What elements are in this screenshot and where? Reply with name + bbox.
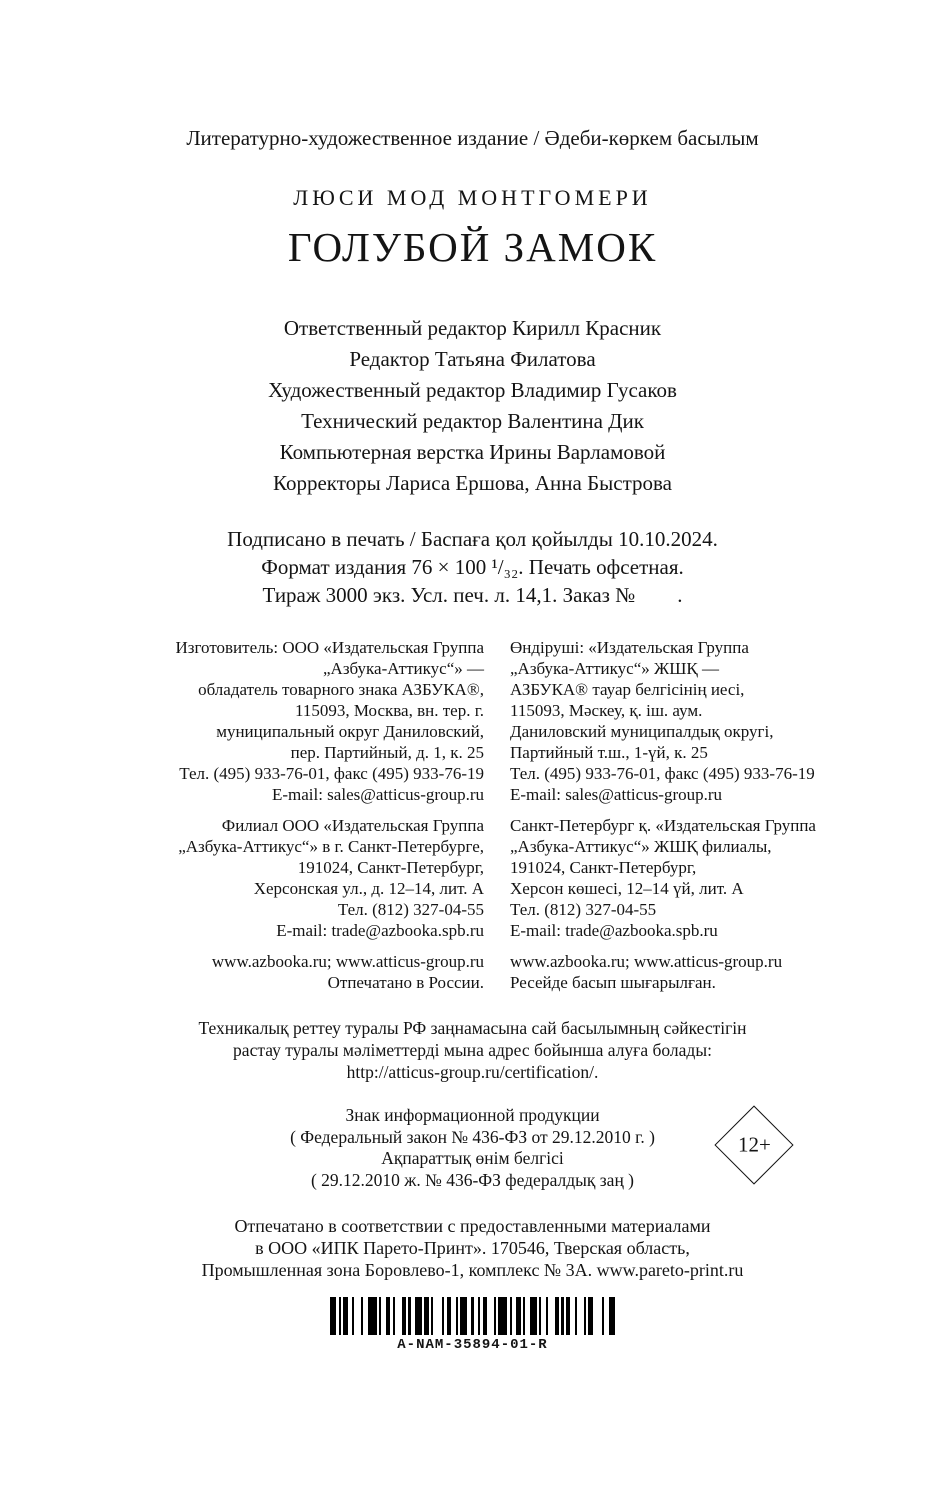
printer-info-line: в ООО «ИПК Парето-Принт». 170546, Тверская область,	[255, 1238, 690, 1258]
info-sign-line: Ақпараттық өнім белгісі	[381, 1148, 564, 1168]
address-line: пер. Партийный, д. 1, к. 25	[290, 743, 484, 762]
staff-line: Корректоры Лариса Ершова, Анна Быстрова	[273, 471, 672, 495]
printer-info-line: Промышленная зона Боровлево-1, комплекс № 3А. www.pareto-print.ru	[201, 1260, 744, 1280]
branch-left-column	[159, 815, 484, 941]
address-line: АЗБУКА® тауар белгісінің иесі,	[510, 680, 745, 699]
barcode	[330, 1297, 616, 1335]
address-line: „Азбука-Аттикус“» ЖШҚ —	[510, 659, 719, 678]
print-info-line: Подписано в печать / Баспаға қол қойылды 10.10.2024.	[227, 527, 718, 551]
website-left-column	[159, 951, 484, 993]
author-name: ЛЮСИ МОД МОНТГОМЕРИ	[293, 185, 652, 210]
address-line: обладатель товарного знака АЗБУКА®,	[198, 680, 484, 699]
branch-columns	[159, 815, 835, 941]
staff-line: Компьютерная верстка Ирины Варламовой	[279, 440, 666, 464]
print-info-line: Тираж 3000 экз. Усл. печ. л. 14,1. Заказ № .	[262, 583, 683, 607]
email-line: E-mail: sales@atticus-group.ru	[271, 785, 484, 804]
edition-type-line: Литературно-художественное издание / Әдеби-көркем басылым	[186, 126, 759, 150]
email-line: E-mail: trade@azbooka.spb.ru	[510, 921, 718, 940]
address-line: Херсонская ул., д. 12–14, лит. А	[253, 879, 484, 898]
address-line: Санкт-Петербург қ. «Издательская Группа	[510, 816, 816, 835]
barcode-code-text: A-NAM-35894-01-R	[397, 1337, 548, 1353]
certification-line: растау туралы мәліметтерді мына адрес бойынша алуға болады:	[233, 1040, 712, 1060]
address-line: муниципальный округ Даниловский,	[216, 722, 484, 741]
manufacturer-columns	[159, 637, 835, 805]
address-line: Тел. (495) 933-76-01, факс (495) 933-76-19	[179, 764, 484, 783]
staff-line: Редактор Татьяна Филатова	[349, 347, 596, 371]
manufacturer-right-column	[510, 637, 835, 805]
printer-info-line: Отпечатано в соответствии с предоставленными материалами	[234, 1216, 711, 1236]
print-info-line: Формат издания 76 × 100 ¹/₃₂. Печать офсетная.	[261, 555, 684, 579]
website-right-column	[510, 951, 835, 993]
certification-url: http://atticus-group.ru/certification/.	[346, 1062, 599, 1082]
address-line: Изготовитель: ООО «Издательская Группа	[175, 638, 484, 657]
address-line: 191024, Санкт-Петербург,	[510, 858, 697, 877]
website-columns	[159, 951, 835, 993]
staff-line: Технический редактор Валентина Дик	[301, 409, 644, 433]
staff-line: Художественный редактор Владимир Гусаков	[268, 378, 677, 402]
info-sign-line: ( Федеральный закон № 436-ФЗ от 29.12.2010 г. )	[290, 1126, 655, 1147]
info-sign-line: Знак информационной продукции	[345, 1105, 600, 1125]
address-line: „Азбука-Аттикус“» —	[323, 659, 484, 678]
age-rating-text: 12+	[737, 1132, 771, 1157]
address-line: 191024, Санкт-Петербург,	[297, 858, 484, 877]
certification-block	[0, 1017, 945, 1083]
info-product-sign-block	[0, 1105, 945, 1191]
address-line: 115093, Москва, вн. тер. г.	[294, 701, 484, 720]
manufacturer-left-column	[159, 637, 484, 805]
address-line: Тел. (812) 327-04-55	[510, 900, 657, 919]
book-title: ГОЛУБОЙ ЗАМОК	[287, 224, 658, 270]
info-sign-line: ( 29.12.2010 ж. № 436-ФЗ федералдық заң )	[310, 1169, 635, 1190]
address-line: Партийный т.ш., 1-үй, к. 25	[510, 743, 708, 762]
staff-credits-block	[0, 313, 945, 499]
address-line: Өндіруші: «Издательская Группа	[510, 638, 749, 657]
address-line: Даниловский муниципалдық округі,	[510, 722, 774, 741]
website-line: www.azbooka.ru; www.atticus-group.ru	[510, 952, 783, 971]
email-line: E-mail: sales@atticus-group.ru	[510, 785, 723, 804]
printed-in-line: Отпечатано в России.	[327, 973, 484, 992]
address-line: „Азбука-Аттикус“» ЖШҚ филиалы,	[510, 837, 772, 856]
printed-in-line: Ресейде басып шығарылған.	[510, 973, 716, 992]
printer-info-block	[0, 1215, 945, 1281]
branch-right-column	[510, 815, 835, 941]
print-info-block	[0, 525, 945, 609]
address-line: Филиал ООО «Издательская Группа	[221, 816, 484, 835]
address-line: 115093, Мәскеу, қ. іш. аум.	[510, 701, 703, 720]
staff-line: Ответственный редактор Кирилл Красник	[283, 316, 662, 340]
email-line: E-mail: trade@azbooka.spb.ru	[276, 921, 484, 940]
address-line: Тел. (495) 933-76-01, факс (495) 933-76-19	[510, 764, 815, 783]
certification-line: Техникалық реттеу туралы РФ заңнамасына сай басылымның сәйкестігін	[198, 1018, 747, 1038]
address-line: „Азбука-Аттикус“» в г. Санкт-Петербурге,	[178, 837, 484, 856]
barcode-section	[0, 1297, 945, 1353]
website-line: www.azbooka.ru; www.atticus-group.ru	[211, 952, 484, 971]
address-line: Тел. (812) 327-04-55	[337, 900, 484, 919]
address-line: Херсон көшесі, 12–14 үй, лит. А	[510, 879, 744, 898]
